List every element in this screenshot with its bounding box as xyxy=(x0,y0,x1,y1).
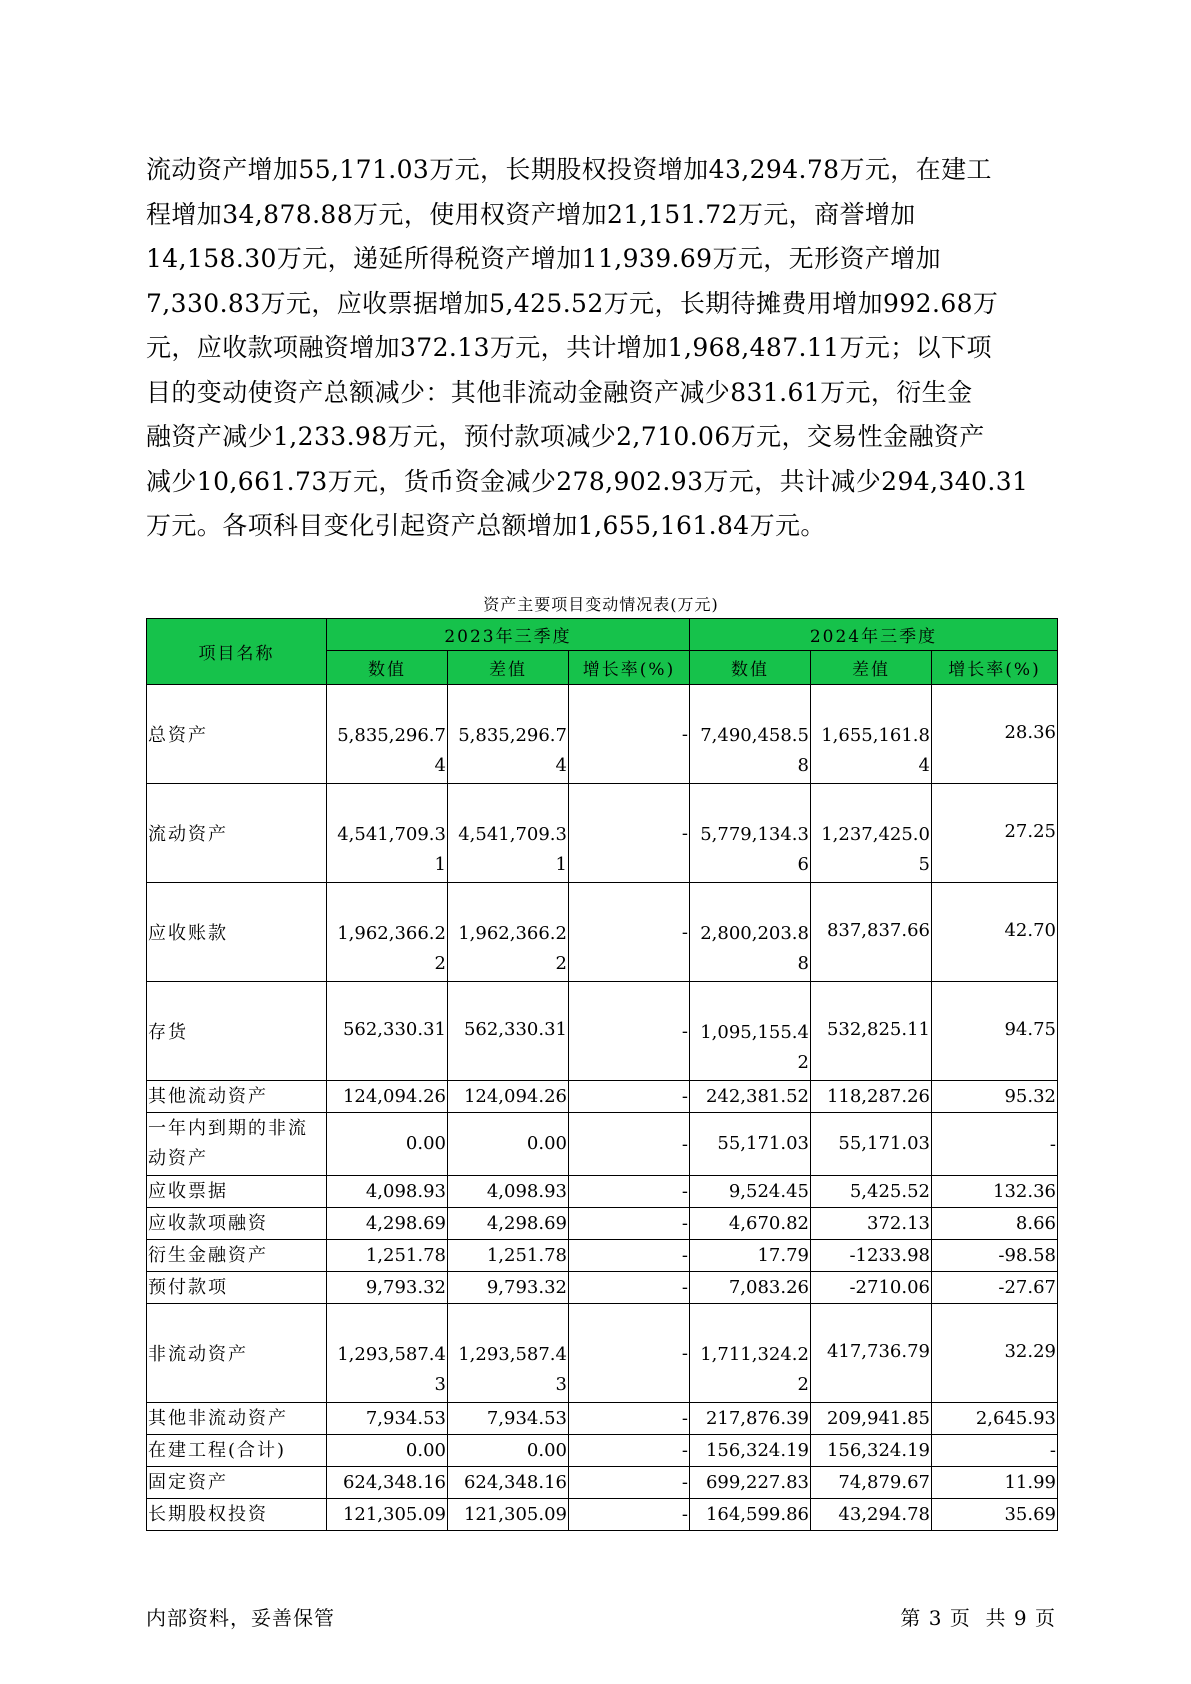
cell-value-2024: 5,779,134.36 xyxy=(690,784,811,883)
table-row xyxy=(147,685,1058,784)
row-label: 非流动资产 xyxy=(147,1304,327,1403)
table-row xyxy=(147,1272,1058,1304)
cell-value-2023: 4,298.69 xyxy=(327,1208,448,1240)
cell-rate-2023: - xyxy=(569,1113,690,1176)
table-row xyxy=(147,1240,1058,1272)
cell-diff-2023: 624,348.16 xyxy=(448,1467,569,1499)
cell-rate-2024: 35.69 xyxy=(932,1499,1058,1531)
cell-value-2024: 7,490,458.58 xyxy=(690,685,811,784)
paragraph-line: 7,330.83万元，应收票据增加5,425.52万元，长期待摊费用增加992.68万 xyxy=(146,288,999,318)
body-paragraph xyxy=(146,148,1056,549)
cell-diff-2024: 417,736.79 xyxy=(811,1304,932,1403)
cell-value-2024: 156,324.19 xyxy=(690,1435,811,1467)
cell-rate-2024: 28.36 xyxy=(932,685,1058,784)
cell-rate-2023: - xyxy=(569,1208,690,1240)
table-row xyxy=(147,1113,1058,1176)
footer-confidential-note: 内部资料，妥善保管 xyxy=(146,1606,335,1630)
table-caption: 资产主要项目变动情况表(万元) xyxy=(483,595,719,614)
table-row xyxy=(147,1403,1058,1435)
cell-rate-2024: 27.25 xyxy=(932,784,1058,883)
cell-diff-2024: 55,171.03 xyxy=(811,1113,932,1176)
cell-rate-2024: -98.58 xyxy=(932,1240,1058,1272)
row-label: 长期股权投资 xyxy=(147,1499,327,1531)
cell-diff-2023: 4,298.69 xyxy=(448,1208,569,1240)
cell-value-2024: 699,227.83 xyxy=(690,1467,811,1499)
cell-rate-2024: 2,645.93 xyxy=(932,1403,1058,1435)
table-row xyxy=(147,883,1058,982)
row-label: 其他非流动资产 xyxy=(147,1403,327,1435)
cell-rate-2024: -27.67 xyxy=(932,1272,1058,1304)
cell-value-2023: 1,962,366.22 xyxy=(327,883,448,982)
cell-rate-2023: - xyxy=(569,982,690,1081)
cell-diff-2023: 9,793.32 xyxy=(448,1272,569,1304)
cell-diff-2023: 121,305.09 xyxy=(448,1499,569,1531)
row-label: 存货 xyxy=(147,982,327,1081)
row-label: 固定资产 xyxy=(147,1467,327,1499)
table-row xyxy=(147,784,1058,883)
cell-diff-2024: -1233.98 xyxy=(811,1240,932,1272)
cell-diff-2023: 562,330.31 xyxy=(448,982,569,1081)
cell-rate-2023: - xyxy=(569,1435,690,1467)
table-row xyxy=(147,1499,1058,1531)
table-row xyxy=(147,1467,1058,1499)
cell-diff-2024: 74,879.67 xyxy=(811,1467,932,1499)
table-row xyxy=(147,1081,1058,1113)
cell-diff-2024: -2710.06 xyxy=(811,1272,932,1304)
cell-value-2023: 4,541,709.31 xyxy=(327,784,448,883)
cell-value-2023: 1,293,587.43 xyxy=(327,1304,448,1403)
cell-rate-2024: - xyxy=(932,1113,1058,1176)
cell-rate-2024: 32.29 xyxy=(932,1304,1058,1403)
row-label: 衍生金融资产 xyxy=(147,1240,327,1272)
cell-rate-2024: 42.70 xyxy=(932,883,1058,982)
cell-value-2024: 4,670.82 xyxy=(690,1208,811,1240)
paragraph-line: 目的变动使资产总额减少：其他非流动金融资产减少831.61万元，衍生金 xyxy=(146,377,973,407)
header-period-2024: 2024年三季度 xyxy=(690,619,1058,651)
cell-diff-2024: 532,825.11 xyxy=(811,982,932,1081)
cell-value-2024: 17.79 xyxy=(690,1240,811,1272)
cell-value-2024: 7,083.26 xyxy=(690,1272,811,1304)
cell-rate-2023: - xyxy=(569,1272,690,1304)
cell-rate-2023: - xyxy=(569,1467,690,1499)
row-label: 流动资产 xyxy=(147,784,327,883)
cell-diff-2024: 1,655,161.84 xyxy=(811,685,932,784)
cell-rate-2024: 11.99 xyxy=(932,1467,1058,1499)
cell-value-2024: 217,876.39 xyxy=(690,1403,811,1435)
table-row xyxy=(147,1176,1058,1208)
header-rate: 增长率(%) xyxy=(569,651,690,685)
paragraph-line: 元，应收款项融资增加372.13万元，共计增加1,968,487.11万元；以下项 xyxy=(146,333,992,362)
row-label: 应收账款 xyxy=(147,883,327,982)
row-label: 总资产 xyxy=(147,685,327,784)
paragraph-line: 减少10,661.73万元，货币资金减少278,902.93万元，共计减少294,340.31 xyxy=(146,466,1029,496)
row-label: 应收款项融资 xyxy=(147,1208,327,1240)
row-label: 其他流动资产 xyxy=(147,1081,327,1113)
cell-diff-2024: 372.13 xyxy=(811,1208,932,1240)
header-diff: 差值 xyxy=(448,651,569,685)
header-diff: 差值 xyxy=(811,651,932,685)
cell-diff-2023: 0.00 xyxy=(448,1113,569,1176)
cell-value-2023: 7,934.53 xyxy=(327,1403,448,1435)
cell-rate-2023: - xyxy=(569,1176,690,1208)
cell-diff-2023: 7,934.53 xyxy=(448,1403,569,1435)
row-label: 在建工程(合计) xyxy=(147,1435,327,1467)
cell-value-2023: 0.00 xyxy=(327,1435,448,1467)
cell-rate-2024: - xyxy=(932,1435,1058,1467)
cell-value-2023: 562,330.31 xyxy=(327,982,448,1081)
cell-value-2024: 9,524.45 xyxy=(690,1176,811,1208)
cell-value-2024: 1,095,155.42 xyxy=(690,982,811,1081)
cell-diff-2023: 1,962,366.22 xyxy=(448,883,569,982)
cell-value-2023: 624,348.16 xyxy=(327,1467,448,1499)
asset-change-table xyxy=(146,618,1058,1531)
header-rate: 增长率(%) xyxy=(932,651,1058,685)
footer-page-number: 第 3 页 共 9 页 xyxy=(900,1606,1056,1630)
cell-diff-2024: 118,287.26 xyxy=(811,1081,932,1113)
paragraph-line: 融资产减少1,233.98万元，预付款项减少2,710.06万元，交易性金融资产 xyxy=(146,422,985,451)
cell-rate-2024: 94.75 xyxy=(932,982,1058,1081)
cell-value-2023: 124,094.26 xyxy=(327,1081,448,1113)
header-value: 数值 xyxy=(327,651,448,685)
cell-value-2023: 9,793.32 xyxy=(327,1272,448,1304)
cell-rate-2023: - xyxy=(569,1403,690,1435)
cell-diff-2024: 1,237,425.05 xyxy=(811,784,932,883)
header-value: 数值 xyxy=(690,651,811,685)
cell-value-2024: 164,599.86 xyxy=(690,1499,811,1531)
cell-value-2023: 4,098.93 xyxy=(327,1176,448,1208)
cell-diff-2023: 0.00 xyxy=(448,1435,569,1467)
paragraph-line: 程增加34,878.88万元，使用权资产增加21,151.72万元，商誉增加 xyxy=(146,199,916,229)
row-label: 应收票据 xyxy=(147,1176,327,1208)
header-period-2023: 2023年三季度 xyxy=(327,619,690,651)
cell-diff-2024: 209,941.85 xyxy=(811,1403,932,1435)
cell-diff-2024: 837,837.66 xyxy=(811,883,932,982)
paragraph-line: 14,158.30万元，递延所得税资产增加11,939.69万元，无形资产增加 xyxy=(146,244,942,273)
cell-diff-2023: 1,293,587.43 xyxy=(448,1304,569,1403)
cell-diff-2024: 5,425.52 xyxy=(811,1176,932,1208)
cell-diff-2023: 1,251.78 xyxy=(448,1240,569,1272)
cell-value-2023: 0.00 xyxy=(327,1113,448,1176)
cell-value-2024: 2,800,203.88 xyxy=(690,883,811,982)
cell-rate-2023: - xyxy=(569,784,690,883)
cell-rate-2023: - xyxy=(569,685,690,784)
cell-rate-2023: - xyxy=(569,1499,690,1531)
paragraph-line: 万元。各项科目变化引起资产总额增加1,655,161.84万元。 xyxy=(146,511,826,540)
table-row xyxy=(147,1435,1058,1467)
cell-value-2024: 242,381.52 xyxy=(690,1081,811,1113)
table-row xyxy=(147,1208,1058,1240)
row-label: 预付款项 xyxy=(147,1272,327,1304)
cell-rate-2023: - xyxy=(569,1304,690,1403)
table-row xyxy=(147,982,1058,1081)
cell-value-2023: 5,835,296.74 xyxy=(327,685,448,784)
cell-value-2023: 1,251.78 xyxy=(327,1240,448,1272)
header-item-name: 项目名称 xyxy=(147,619,327,685)
cell-diff-2024: 156,324.19 xyxy=(811,1435,932,1467)
cell-rate-2024: 132.36 xyxy=(932,1176,1058,1208)
cell-diff-2023: 124,094.26 xyxy=(448,1081,569,1113)
cell-rate-2024: 8.66 xyxy=(932,1208,1058,1240)
cell-diff-2023: 4,541,709.31 xyxy=(448,784,569,883)
row-label: 一年内到期的非流动资产 xyxy=(147,1113,327,1176)
cell-diff-2023: 4,098.93 xyxy=(448,1176,569,1208)
cell-value-2024: 55,171.03 xyxy=(690,1113,811,1176)
cell-diff-2023: 5,835,296.74 xyxy=(448,685,569,784)
paragraph-line: 流动资产增加55,171.03万元，长期股权投资增加43,294.78万元，在建工 xyxy=(146,155,992,184)
cell-rate-2023: - xyxy=(569,1081,690,1113)
cell-value-2024: 1,711,324.22 xyxy=(690,1304,811,1403)
cell-diff-2024: 43,294.78 xyxy=(811,1499,932,1531)
cell-rate-2023: - xyxy=(569,1240,690,1272)
cell-rate-2023: - xyxy=(569,883,690,982)
cell-rate-2024: 95.32 xyxy=(932,1081,1058,1113)
cell-value-2023: 121,305.09 xyxy=(327,1499,448,1531)
table-row xyxy=(147,1304,1058,1403)
